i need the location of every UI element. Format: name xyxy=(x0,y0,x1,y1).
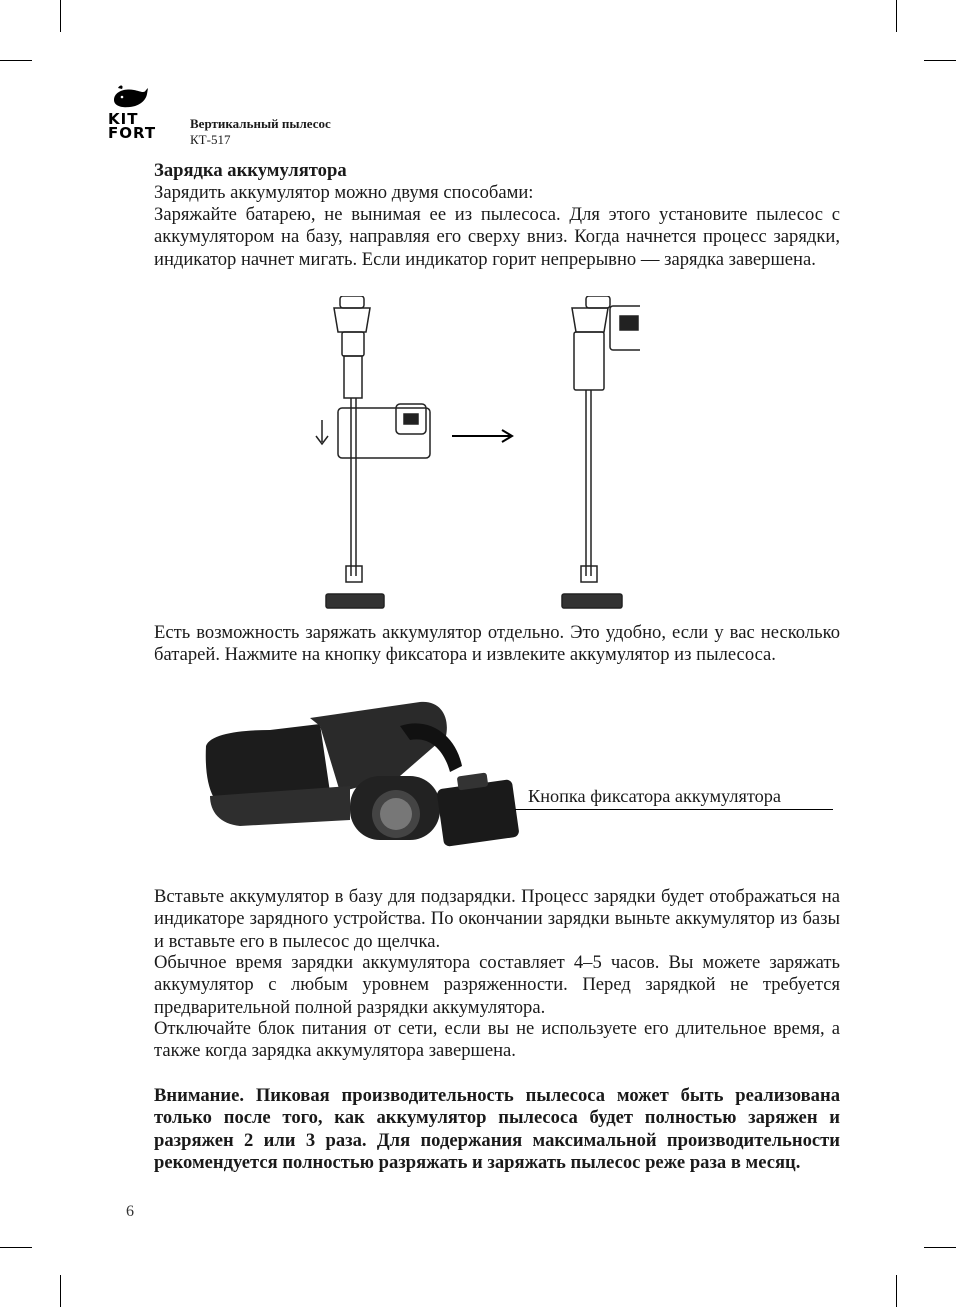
handheld-vacuum-illustration xyxy=(200,696,530,866)
arrow-icon xyxy=(452,430,512,442)
crop-mark xyxy=(924,1247,956,1248)
page-number: 6 xyxy=(126,1203,134,1220)
model-number: КТ-517 xyxy=(190,132,231,147)
paragraph-2: Есть возможность заряжать аккумулятор отдельно. Это удобно, если у вас несколько батарей. Нажмите на кнопку фиксатора и извлеките аккумулятор из пылесоса. xyxy=(154,622,840,666)
paragraph-1: Заряжайте батарею, не вынимая ее из пылесоса. Для этого установите пылесос с аккумулятором на базу, направляя его сверху вниз. Когда начнется процесс зарядки, индикатор начнет мигать. Если индикатор горит непрерывно — зарядка завершена. xyxy=(154,204,840,270)
battery-pack xyxy=(436,779,519,847)
charging-diagram xyxy=(310,296,640,616)
product-title: Вертикальный пылесос xyxy=(190,116,331,131)
crop-mark xyxy=(0,60,32,61)
paragraph-5: Отключайте блок питания от сети, если вы не используете его длительное время, а также когда зарядка аккумулятора завершена. xyxy=(154,1018,840,1062)
logo-line-1: KIT xyxy=(108,110,139,128)
intro-text: Зарядить аккумулятор можно двумя способами: xyxy=(154,182,534,203)
crop-mark xyxy=(60,1275,61,1307)
battery-latch-callout: Кнопка фиксатора аккумулятора xyxy=(528,786,782,806)
vacuum-right xyxy=(562,296,640,608)
crop-mark xyxy=(924,60,956,61)
crop-mark xyxy=(896,0,897,32)
kitfort-logo xyxy=(108,84,166,140)
callout-line xyxy=(515,809,833,810)
whale-icon xyxy=(110,84,150,112)
warning-text: Внимание. Пиковая производительность пылесоса может быть реализована только после того, как аккумулятор пылесоса будет полностью заряжен и разряжен 2 или 3 раза. Для подержания максимальной производительности рекомендуется полностью разряжать и заряжать пылесос реже раза в месяц. xyxy=(154,1085,840,1173)
running-header xyxy=(190,116,331,148)
paragraph-4: Обычное время зарядки аккумулятора составляет 4–5 часов. Вы можете заряжать аккумулятор с любым уровнем разряженности. Перед зарядкой не требуется предварительной полной разрядки аккумулятора. xyxy=(154,952,840,1018)
vacuum-left xyxy=(316,296,430,608)
section-heading: Зарядка аккумулятора xyxy=(154,160,347,181)
logo-line-2: FORT xyxy=(108,124,157,142)
crop-mark xyxy=(896,1275,897,1307)
crop-mark xyxy=(60,0,61,32)
paragraph-3: Вставьте аккумулятор в базу для подзарядки. Процесс зарядки будет отображаться на индикаторе зарядного устройства. По окончании зарядки выньте аккумулятор из базы и вставьте его в пылесос до щелчка. xyxy=(154,886,840,952)
crop-mark xyxy=(0,1247,32,1248)
